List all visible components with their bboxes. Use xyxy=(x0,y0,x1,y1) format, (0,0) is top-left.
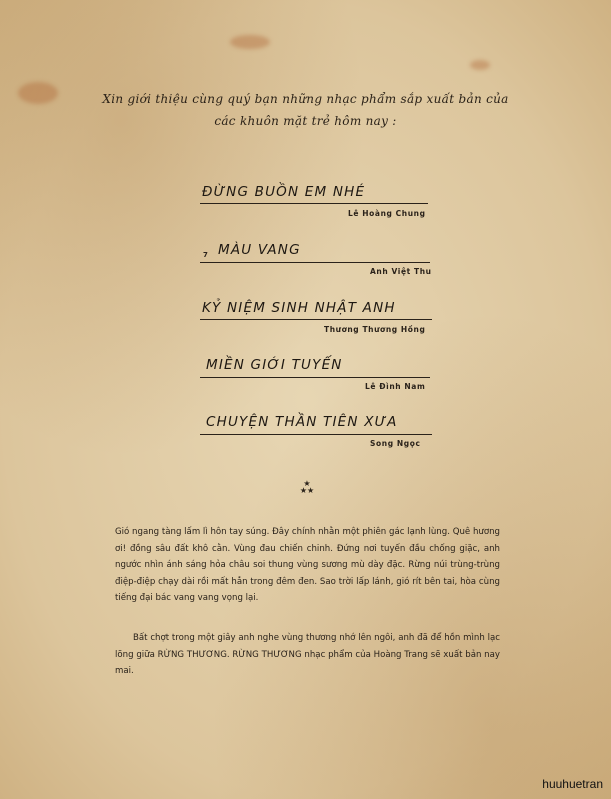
song-author: Lê Hoàng Chung xyxy=(348,209,426,218)
song-author: Lê Đình Nam xyxy=(365,382,426,391)
song-title: MIỀN GIỚI TUYẾN xyxy=(206,357,343,373)
watermark: huuhuetran xyxy=(542,777,603,791)
paper-stain xyxy=(230,35,270,49)
song-underline xyxy=(200,203,428,204)
song-title: MÀU VANG xyxy=(218,242,301,258)
song-underline xyxy=(200,377,430,378)
body-paragraph: Bất chợt trong một giây anh nghe vùng thương nhớ lên ngôi, anh đã để hồn mình lạc lõng giữa RỪNG THƯƠNG. RỪNG THƯƠNG nhạc phẩm của Hoàng Trang sẽ xuất bản nay mai. xyxy=(115,633,500,676)
song-title: CHUYỆN THẦN TIÊN XƯA xyxy=(206,414,398,430)
star-ornament xyxy=(296,480,318,494)
song-underline xyxy=(200,434,432,435)
song-author: Anh Việt Thu xyxy=(370,267,432,276)
song-title: ĐỪNG BUỒN EM NHÉ xyxy=(202,184,366,200)
song-author: Song Ngọc xyxy=(370,439,421,448)
paper-stain xyxy=(470,60,490,70)
song-underline xyxy=(200,319,432,320)
intro-line-2: các khuôn mặt trẻ hôm nay : xyxy=(214,114,397,128)
star-icon: ★★ xyxy=(299,486,315,495)
intro-line-1: Xin giới thiệu cùng quý bạn những nhạc phẩm sắp xuất bản của xyxy=(102,92,509,106)
song-author: Thương Thương Hồng xyxy=(324,325,426,334)
body-paragraph: Gió ngang tàng lấm lì hôn tay súng. Đây chính nhằn một phiên gác lạnh lùng. Quê hương ơi! đồng sâu đất khô cằn. Vùng đau chiến chinh. Đứng nơi tuyến đầu chống giặc, anh ngước nhìn ánh sáng hỏa châu soi thung vùng sương mù dày đặc. Rừng núi trùng-trùng điệp-điệp chạy dài rồi mất hẳn trong đêm đen. Sao trời lấp lánh, gió rít bên tai, hòa cùng tiếng đại bác vang vang vọng lại. xyxy=(115,527,500,603)
song-title: KỶ NIỆM SINH NHẬT ANH xyxy=(202,300,396,316)
song-underline xyxy=(200,262,430,263)
song-prefix: 7 xyxy=(203,251,209,259)
star-icon: ★ xyxy=(303,479,311,488)
